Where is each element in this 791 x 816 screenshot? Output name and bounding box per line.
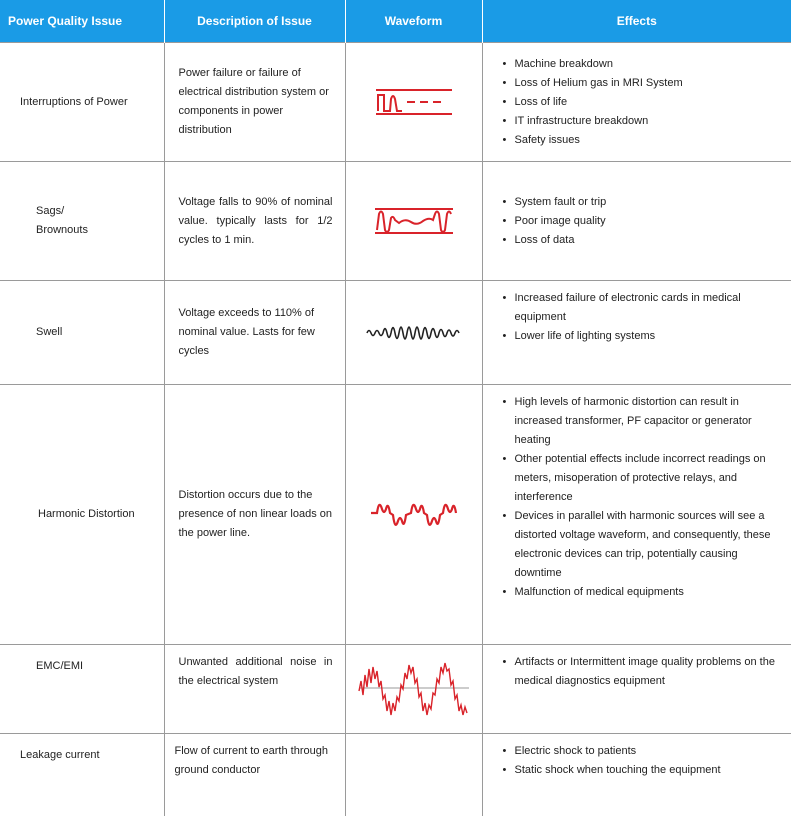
header-effects: Effects	[482, 0, 791, 43]
table-row	[0, 281, 791, 385]
issue-cell: Interruptions of Power	[0, 43, 164, 162]
list-item: • Loss of Helium gas in MRI System	[515, 74, 782, 93]
harmonic-waveform-icon	[369, 495, 459, 535]
header-description: Description of Issue	[164, 0, 345, 43]
effects-cell	[482, 734, 791, 816]
list-item: • Lower life of lighting systems	[515, 327, 782, 346]
issue-cell: Sags/ Brownouts	[0, 162, 164, 281]
waveform-cell	[345, 645, 482, 734]
table-row	[0, 645, 791, 734]
description-cell: Flow of current to earth through ground conductor	[164, 734, 345, 816]
effects-list	[493, 193, 782, 250]
description-cell: Distortion occurs due to the presence of non linear loads on the power line.	[164, 385, 345, 645]
list-item: • Increased failure of electronic cards in medical equipment	[515, 289, 782, 327]
waveform-cell	[345, 43, 482, 162]
effects-list	[493, 653, 782, 691]
list-item: • Malfunction of medical equipments	[515, 583, 782, 602]
list-item: • Static shock when touching the equipment	[515, 761, 782, 780]
list-item: • Electric shock to patients	[515, 742, 782, 761]
header-waveform: Waveform	[345, 0, 482, 43]
waveform-cell	[345, 281, 482, 385]
description-cell: Power failure or failure of electrical distribution system or components in power distribution	[164, 43, 345, 162]
noise-waveform-icon	[357, 661, 471, 717]
effects-cell	[482, 645, 791, 734]
interruption-waveform-icon	[374, 87, 454, 117]
issue-cell: Leakage current	[0, 734, 164, 816]
header-power-quality-issue: Power Quality Issue	[0, 0, 164, 43]
waveform-cell	[345, 734, 482, 816]
effects-cell	[482, 162, 791, 281]
table-header-row	[0, 0, 791, 43]
description-cell: Voltage exceeds to 110% of nominal value. Lasts for few cycles	[164, 281, 345, 385]
effects-cell	[482, 385, 791, 645]
list-item: • Machine breakdown	[515, 55, 782, 74]
waveform-cell	[345, 162, 482, 281]
issue-cell: Harmonic Distortion	[0, 385, 164, 645]
sag-waveform-icon	[373, 206, 455, 236]
effects-list	[493, 55, 782, 150]
list-item: • System fault or trip	[515, 193, 782, 212]
table-row	[0, 43, 791, 162]
waveform-cell	[345, 385, 482, 645]
table-row	[0, 734, 791, 816]
effects-cell	[482, 281, 791, 385]
list-item: • IT infrastructure breakdown	[515, 112, 782, 131]
swell-waveform-icon	[365, 318, 463, 348]
list-item: • Safety issues	[515, 131, 782, 150]
list-item: • Artifacts or Intermittent image quality problems on the medical diagnostics equipment	[515, 653, 782, 691]
description-cell: Voltage falls to 90% of nominal value. typically lasts for 1/2 cycles to 1 min.	[164, 162, 345, 281]
table-row	[0, 385, 791, 645]
list-item: • Loss of life	[515, 93, 782, 112]
list-item: • Poor image quality	[515, 212, 782, 231]
effects-list	[493, 742, 782, 780]
description-cell: Unwanted additional noise in the electrical system	[164, 645, 345, 734]
list-item: • Loss of data	[515, 231, 782, 250]
list-item: • High levels of harmonic distortion can result in increased transformer, PF capacitor or generator heating	[515, 393, 782, 450]
issue-cell: Swell	[0, 281, 164, 385]
list-item: • Devices in parallel with harmonic sources will see a distorted voltage waveform, and consequently, these electronic devices can trip, potentially causing downtime	[515, 507, 782, 583]
effects-cell	[482, 43, 791, 162]
table-row	[0, 162, 791, 281]
effects-list	[493, 393, 782, 602]
effects-list	[493, 289, 782, 346]
issue-cell: EMC/EMI	[0, 645, 164, 734]
list-item: • Other potential effects include incorrect readings on meters, misoperation of protective relays, and interference	[515, 450, 782, 507]
